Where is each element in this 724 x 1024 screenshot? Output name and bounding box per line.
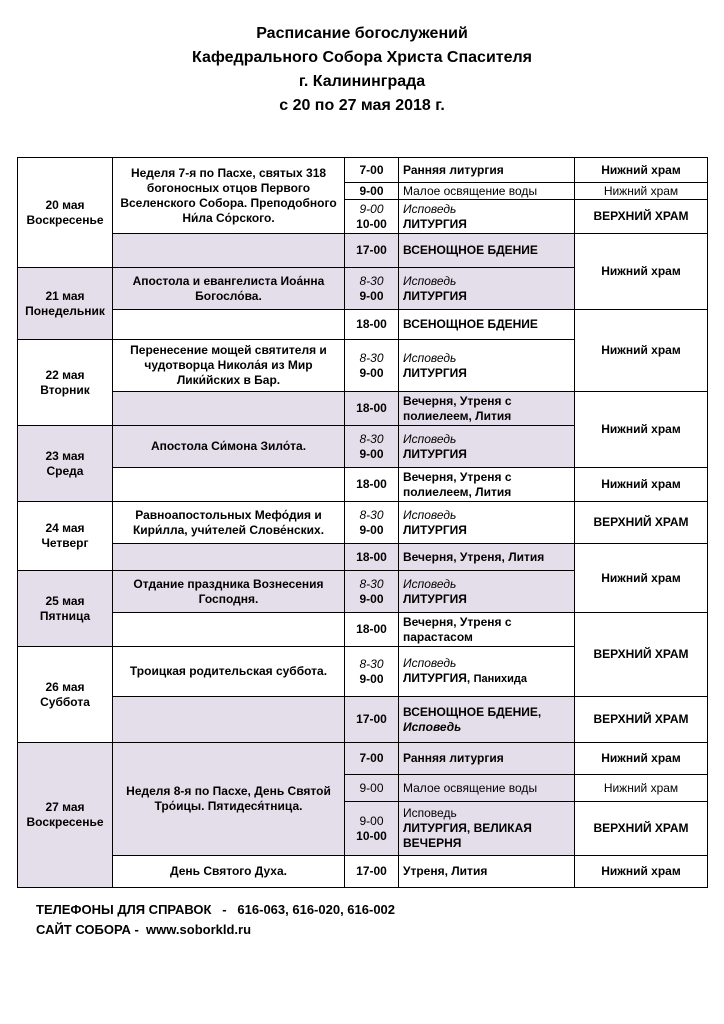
place-cell: Нижний храм	[575, 158, 708, 183]
time-cell: 8-30 9-00	[345, 647, 399, 697]
time-cell: 7-00	[345, 158, 399, 183]
schedule-table	[17, 157, 708, 888]
place-cell: Нижний храм	[575, 310, 708, 392]
day-cell: 26 мая Суббота	[18, 647, 113, 743]
page-title	[0, 22, 724, 118]
feast-cell-empty	[113, 613, 345, 647]
service-cell: Исповедь ЛИТУРГИЯ	[399, 268, 575, 310]
time-cell: 8-30 9-00	[345, 426, 399, 468]
service-cell: Исповедь ЛИТУРГИЯ	[399, 502, 575, 544]
time-cell: 7-00	[345, 743, 399, 775]
place-cell: Нижний храм	[575, 392, 708, 468]
table-row	[18, 613, 708, 647]
service-cell: Исповедь ЛИТУРГИЯ	[399, 340, 575, 392]
place-cell: ВЕРХНИЙ ХРАМ	[575, 200, 708, 234]
table-row	[18, 468, 708, 502]
feast-cell: Отдание праздника Вознесения Господня.	[113, 571, 345, 613]
feast-cell: Апостола Си́мона Зило́та.	[113, 426, 345, 468]
service-cell: ВСЕНОЩНОЕ БДЕНИЕ	[399, 234, 575, 268]
time-cell: 17-00	[345, 234, 399, 268]
service-cell: Исповедь ЛИТУРГИЯ, ВЕЛИКАЯ ВЕЧЕРНЯ	[399, 802, 575, 856]
place-cell: Нижний храм	[575, 468, 708, 502]
place-cell: ВЕРХНИЙ ХРАМ	[575, 697, 708, 743]
table-row	[18, 544, 708, 571]
place-cell: ВЕРХНИЙ ХРАМ	[575, 802, 708, 856]
service-cell: ВСЕНОЩНОЕ БДЕНИЕ, Исповедь	[399, 697, 575, 743]
title-line-3: г. Калининграда	[298, 73, 426, 90]
time-cell: 9-00 10-00	[345, 802, 399, 856]
table-row	[18, 158, 708, 183]
service-cell: Исповедь ЛИТУРГИЯ	[399, 571, 575, 613]
time-cell: 17-00	[345, 697, 399, 743]
table-row	[18, 743, 708, 775]
place-cell: Нижний храм	[575, 234, 708, 310]
footer-site: САЙТ СОБОРА - www.soborkld.ru	[36, 922, 252, 937]
service-cell: Малое освящение воды	[399, 775, 575, 802]
time-cell: 18-00	[345, 544, 399, 571]
feast-cell: Троицкая родительская суббота.	[113, 647, 345, 697]
day-cell: 21 мая Понедельник	[18, 268, 113, 340]
time-cell: 18-00	[345, 613, 399, 647]
feast-cell: Перенесение мощей святителя и чудотворца Никола́я из Мир Лики́йских в Бар.	[113, 340, 345, 392]
footer-phones: ТЕЛЕФОНЫ ДЛЯ СПРАВОК - 616-063, 616-020, 616-002	[36, 902, 396, 917]
feast-cell-empty	[113, 697, 345, 743]
place-cell: Нижний храм	[575, 856, 708, 888]
service-cell: Утреня, Лития	[399, 856, 575, 888]
time-cell: 9-00	[345, 183, 399, 200]
feast-cell: Неделя 8-я по Пасхе, День Святой Тро́ицы. Пятидеся́тница.	[113, 743, 345, 856]
service-cell: Малое освящение воды	[399, 183, 575, 200]
service-cell: ВСЕНОЩНОЕ БДЕНИЕ	[399, 310, 575, 340]
service-cell: Ранняя литургия	[399, 158, 575, 183]
table-row	[18, 697, 708, 743]
service-cell: Вечерня, Утреня с парастасом	[399, 613, 575, 647]
place-cell: ВЕРХНИЙ ХРАМ	[575, 502, 708, 544]
time-cell: 8-30 9-00	[345, 571, 399, 613]
table-row	[18, 310, 708, 340]
feast-cell: Равноапостольных Мефо́дия и Кири́лла, учи́телей Слове́нских.	[113, 502, 345, 544]
feast-cell-empty	[113, 544, 345, 571]
table-row	[18, 502, 708, 544]
time-cell: 8-30 9-00	[345, 502, 399, 544]
place-cell: Нижний храм	[575, 743, 708, 775]
feast-cell: Апостола и евангелиста Иоа́нна Богосло́ва.	[113, 268, 345, 310]
day-cell: 25 мая Пятница	[18, 571, 113, 647]
feast-cell-empty	[113, 234, 345, 268]
time-cell: 18-00	[345, 310, 399, 340]
place-cell: ВЕРХНИЙ ХРАМ	[575, 613, 708, 697]
time-cell: 8-30 9-00	[345, 268, 399, 310]
day-cell: 24 мая Четверг	[18, 502, 113, 571]
table-row	[18, 856, 708, 888]
service-cell: Исповедь ЛИТУРГИЯ, Панихида	[399, 647, 575, 697]
table-row	[18, 392, 708, 426]
feast-cell: Неделя 7-я по Пасхе, святых 318 богоносных отцов Первого Вселенского Собора. Преподобного Ни́ла Со́рского.	[113, 158, 345, 234]
feast-cell: День Святого Духа.	[113, 856, 345, 888]
day-cell: 20 мая Воскресенье	[18, 158, 113, 268]
time-cell: 17-00	[345, 856, 399, 888]
title-line-1: Расписание богослужений	[256, 25, 468, 42]
time-cell: 18-00	[345, 468, 399, 502]
service-cell: Исповедь ЛИТУРГИЯ	[399, 426, 575, 468]
day-cell: 23 мая Среда	[18, 426, 113, 502]
table-row	[18, 234, 708, 268]
service-cell: Вечерня, Утреня с полиелеем, Лития	[399, 468, 575, 502]
time-cell: 9-00	[345, 775, 399, 802]
place-cell: Нижний храм	[575, 183, 708, 200]
day-cell: 27 мая Воскресенье	[18, 743, 113, 888]
feast-cell-empty	[113, 392, 345, 426]
time-cell: 8-30 9-00	[345, 340, 399, 392]
feast-cell-empty	[113, 310, 345, 340]
time-cell: 18-00	[345, 392, 399, 426]
title-line-2: Кафедрального Собора Христа Спасителя	[191, 49, 533, 66]
place-cell: Нижний храм	[575, 544, 708, 613]
place-cell: Нижний храм	[575, 775, 708, 802]
feast-cell-empty	[113, 468, 345, 502]
title-line-4: с 20 по 27 мая 2018 г.	[279, 97, 445, 114]
service-cell: Вечерня, Утреня с полиелеем, Лития	[399, 392, 575, 426]
service-cell: Исповедь ЛИТУРГИЯ	[399, 200, 575, 234]
time-cell: 9-00 10-00	[345, 200, 399, 234]
service-cell: Вечерня, Утреня, Лития	[399, 544, 575, 571]
day-cell: 22 мая Вторник	[18, 340, 113, 426]
service-cell: Ранняя литургия	[399, 743, 575, 775]
